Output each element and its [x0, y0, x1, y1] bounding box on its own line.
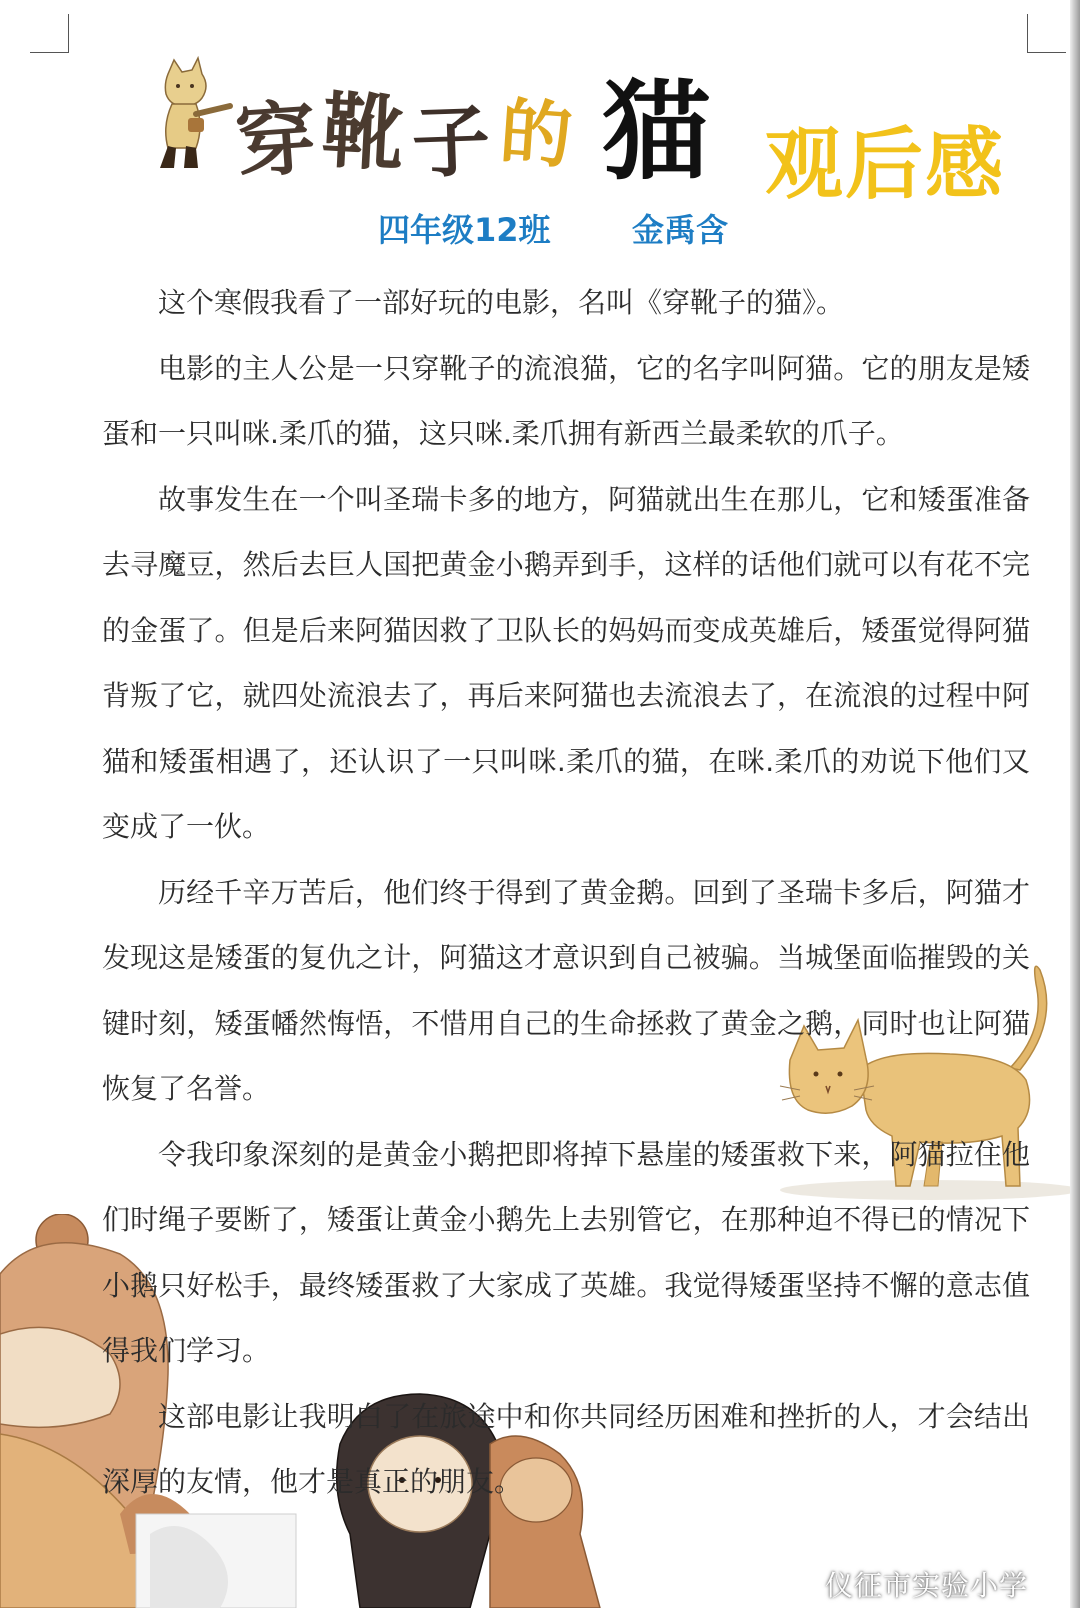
title-char-1: 穿 [232, 90, 320, 190]
title-char-4: 的 [497, 88, 575, 179]
crop-mark-top-right [1027, 14, 1066, 53]
paragraph-2: 电影的主人公是一只穿靴子的流浪猫，它的名字叫阿猫。它的朋友是矮蛋和一只叫咪.柔爪的猫，这只咪.柔爪拥有新西兰最柔软的爪子。 [102, 351, 1030, 450]
paragraph-1: 这个寒假我看了一部好玩的电影，名叫《穿靴子的猫》。 [158, 286, 845, 319]
paragraph-4: 历经千辛万苦后，他们终于得到了黄金鹅。回到了圣瑞卡多后，阿猫才发现这是矮蛋的复仇之计，阿猫这才意识到自己被骗。当城堡面临摧毁的关键时刻，矮蛋幡然悔悟，不惜用自己的生命拯救了黄金之鹅，同时也让阿猫恢复了名誉。 [102, 875, 1030, 1105]
paragraph-6: 这部电影让我明白了在旅途中和你共同经历困难和挫折的人，才会结出深厚的友情，他才是真正的朋友。 [102, 1399, 1030, 1498]
paragraph-3: 故事发生在一个叫圣瑞卡多的地方，阿猫就出生在那儿，它和矮蛋准备去寻魔豆，然后去巨人国把黄金小鹅弄到手，这样的话他们就可以有花不完的金蛋了。但是后来阿猫因救了卫队长的妈妈而变成英雄后，矮蛋觉得阿猫背叛了它，就四处流浪去了，再后来阿猫也去流浪去了，在流浪的过程中阿猫和矮蛋相遇了，还认识了一只叫咪.柔爪的猫，在咪.柔爪的劝说下他们又变成了一伙。 [102, 482, 1030, 843]
body-text [102, 270, 1030, 1515]
subtitle-class: 四年级12班 [378, 211, 551, 249]
page-right-edge [1070, 0, 1080, 1608]
paragraph-5: 令我印象深刻的是黄金小鹅把即将掉下悬崖的矮蛋救下来，阿猫拉住他们时绳子要断了，矮蛋让黄金小鹅先上去别管它，在那种迫不得已的情况下小鹅只好松手，最终矮蛋救了大家成了英雄。我觉得矮蛋坚持不懈的意志值得我们学习。 [102, 1137, 1030, 1367]
title-suffix: 观后感 [765, 120, 1006, 210]
crop-mark-top-left [30, 14, 69, 53]
title-char-3: 子 [410, 95, 492, 190]
title [140, 58, 1040, 218]
title-char-5: 猫 [602, 69, 711, 195]
title-cat-illustration [140, 56, 240, 172]
title-char-2: 靴 [319, 82, 407, 184]
subtitle-author: 金禹含 [632, 211, 729, 249]
watermark-text: 仪征市实验小学 [824, 1569, 1028, 1602]
